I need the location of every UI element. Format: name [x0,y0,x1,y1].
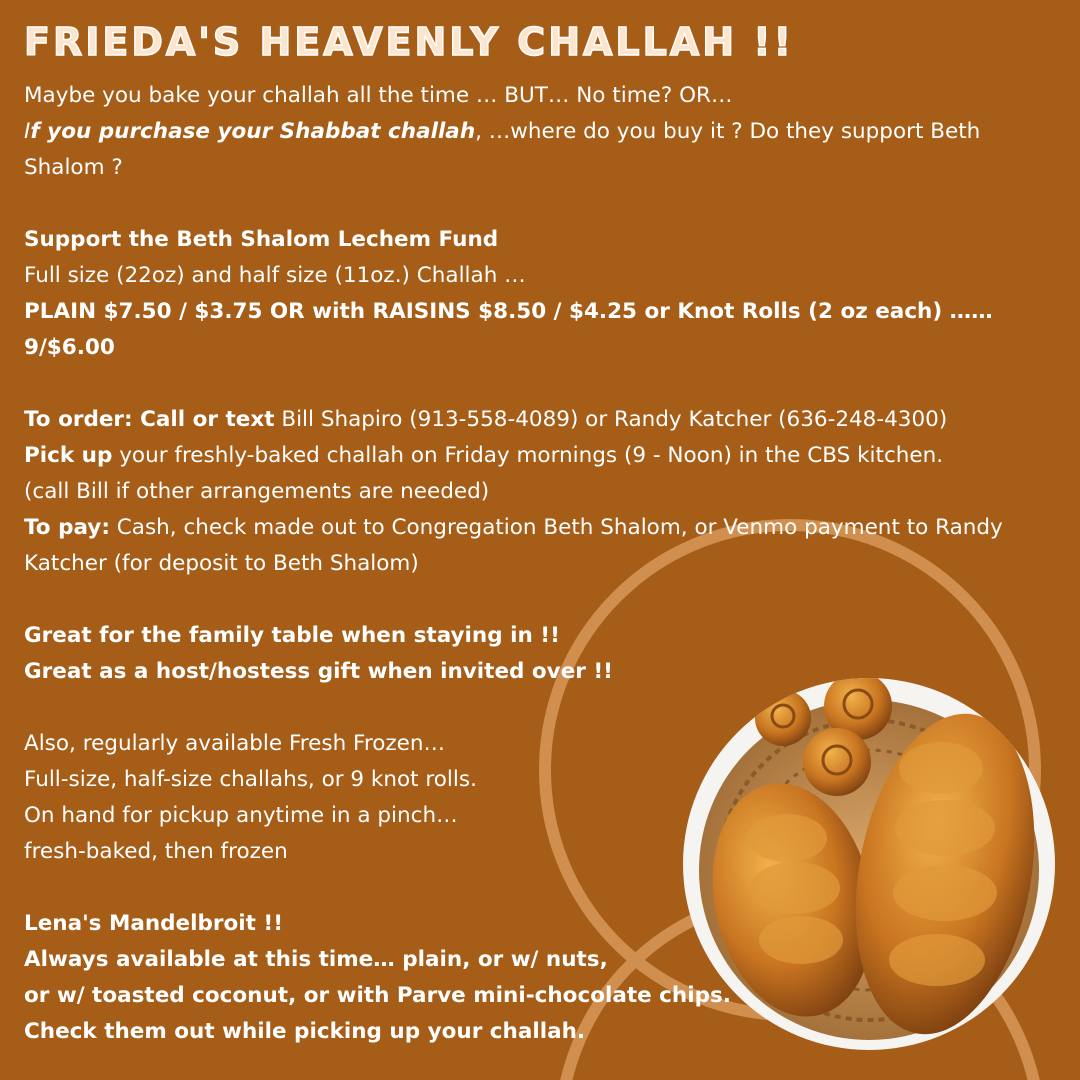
pickup-line: Pick up your freshly-baked challah on Friday mornings (9 - Noon) in the CBS kitchen. [24,443,944,468]
frozen-line-3: On hand for pickup anytime in a pinch… [24,803,458,828]
prices-line-2: 9/$6.00 [24,335,115,360]
support-sizes: Full size (22oz) and half size (11oz.) Challah … [24,263,526,288]
to-order-line: To order: Call or text Bill Shapiro (913-558-4089) or Randy Katcher (636-248-4300) [24,407,948,432]
mandelbroit-line-4: Check them out while picking up your challah. [24,1019,586,1044]
page-title: FRIEDA'S HEAVENLY CHALLAH !! [24,20,794,64]
great-line-1: Great for the family table when staying in !! [24,623,560,648]
frozen-line-4: fresh-baked, then frozen [24,839,288,864]
pickup-note: (call Bill if other arrangements are needed) [24,479,490,504]
support-heading: Support the Beth Shalom Lechem Fund [24,227,499,252]
mandelbroit-line-2: Always available at this time… plain, or w/ nuts, [24,947,608,972]
pay-line-2: Katcher (for deposit to Beth Shalom) [24,551,419,576]
prices-line-1: PLAIN $7.50 / $3.75 OR with RAISINS $8.50 / $4.25 or Knot Rolls (2 oz each) …… [24,299,993,324]
mandelbroit-heading: Lena's Mandelbroit !! [24,911,284,936]
great-line-2: Great as a host/hostess gift when invited over !! [24,659,613,684]
mandelbroit-line-3: or w/ toasted coconut, or with Parve mini-chocolate chips. [24,983,731,1008]
pay-line: To pay: Cash, check made out to Congregation Beth Shalom, or Venmo payment to Randy [24,515,1003,540]
intro-line-3: Shalom ? [24,155,123,180]
frozen-line-1: Also, regularly available Fresh Frozen… [24,731,445,756]
intro-line-2: If you purchase your Shabbat challah, …where do you buy it ? Do they support Beth [24,119,981,144]
intro-line-1: Maybe you bake your challah all the time … BUT… No time? OR… [24,83,733,108]
challah-photo [683,678,1055,1050]
challah-basket-image [683,678,1055,1050]
frozen-line-2: Full-size, half-size challahs, or 9 knot rolls. [24,767,477,792]
